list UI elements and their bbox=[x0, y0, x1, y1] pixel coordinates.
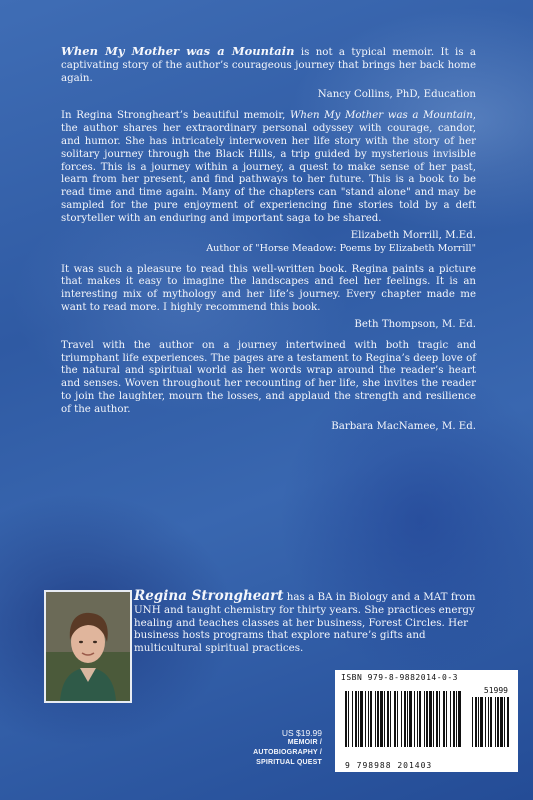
isbn-barcode bbox=[335, 670, 518, 772]
price: US $19.99 bbox=[281, 728, 322, 738]
author-portrait-icon bbox=[46, 592, 130, 701]
barcode-bars-icon bbox=[341, 683, 512, 759]
review-elizabeth-morrill bbox=[61, 110, 476, 254]
category-line-3: SPIRITUAL QUEST bbox=[256, 759, 322, 766]
ean-number: 9 798988 201403 bbox=[345, 761, 433, 770]
category-line-1: MEMOIR / bbox=[287, 739, 322, 746]
reviews-section bbox=[61, 45, 476, 442]
isbn-number: ISBN 979-8-9882014-0-3 bbox=[341, 673, 458, 682]
author-bio bbox=[134, 590, 494, 655]
book-title: When My Mother was a Mountain bbox=[289, 110, 473, 122]
review-barbara-macnamee bbox=[61, 340, 476, 433]
review-attribution: Beth Thompson, M. Ed. bbox=[354, 318, 476, 330]
review-nancy-collins bbox=[61, 45, 476, 101]
review-attribution: Elizabeth Morrill, M.Ed. bbox=[350, 229, 476, 241]
author-photo bbox=[44, 590, 132, 703]
review-text: When My Mother was a Mountain is not a typical memoir. It is a captivating story of the author’s courageous journey that brings her back home again. bbox=[61, 44, 477, 84]
review-attribution: Barbara MacNamee, M. Ed. bbox=[331, 420, 476, 432]
review-attribution-sub: Author of "Horse Meadow: Poems by Elizabeth Morrill" bbox=[206, 242, 476, 254]
review-text: Travel with the author on a journey intertwined with both tragic and triumphant life experiences. The pages are a testament to Regina’s deep love of the natural and spiritual world as her words wrap around the reader’s heart and senses. Woven throughout her recounting of her life, she invites the reader to join the laughter, mourn the losses, and applaud the strength and resilience of the author. bbox=[61, 339, 476, 415]
author-bio-text: has a BA in Biology and a MAT from UNH and taught chemistry for thirty years. She practices energy healing and teaches classes at her business, Forest Circles. Her business hosts programs that explore nature’s gifts and multicultural spiritual practices. bbox=[134, 591, 476, 655]
review-beth-thompson bbox=[61, 264, 476, 331]
review-text: It was such a pleasure to read this well-written book. Regina paints a picture that makes it easy to imagine the landscapes and feel her feelings. It is an interesting mix of mythology and her life’s journey. Every chapter made me want to read more. I highly recommend this book. bbox=[61, 263, 476, 313]
price-block bbox=[253, 728, 322, 768]
review-attribution: Nancy Collins, PhD, Education bbox=[317, 89, 476, 101]
author-name: Regina Strongheart bbox=[134, 588, 284, 604]
price-code: 51999 bbox=[483, 686, 508, 695]
review-text: In Regina Strongheart’s beautiful memoir, When My Mother was a Mountain, the author shares her extraordinary personal odyssey with courage, candor, and humor. She has intricately interwoven her life story with the story of her solitary journey through the Black Hills, a trip guided by mysterious invisible forces. This is a journey within a journey, a quest to make sense of her past, learn from her present, and find pathways to her future. This is a book to be read time and time again. Many of the chapters can "stand alone" and may be sampled for the pure enjoyment of experiencing fine stories told by a deft storyteller with an enduring and important saga to be shared. bbox=[61, 110, 477, 224]
category-line-2: AUTOBIOGRAPHY / bbox=[253, 749, 322, 756]
book-title: When My Mother was a Mountain bbox=[61, 44, 295, 58]
